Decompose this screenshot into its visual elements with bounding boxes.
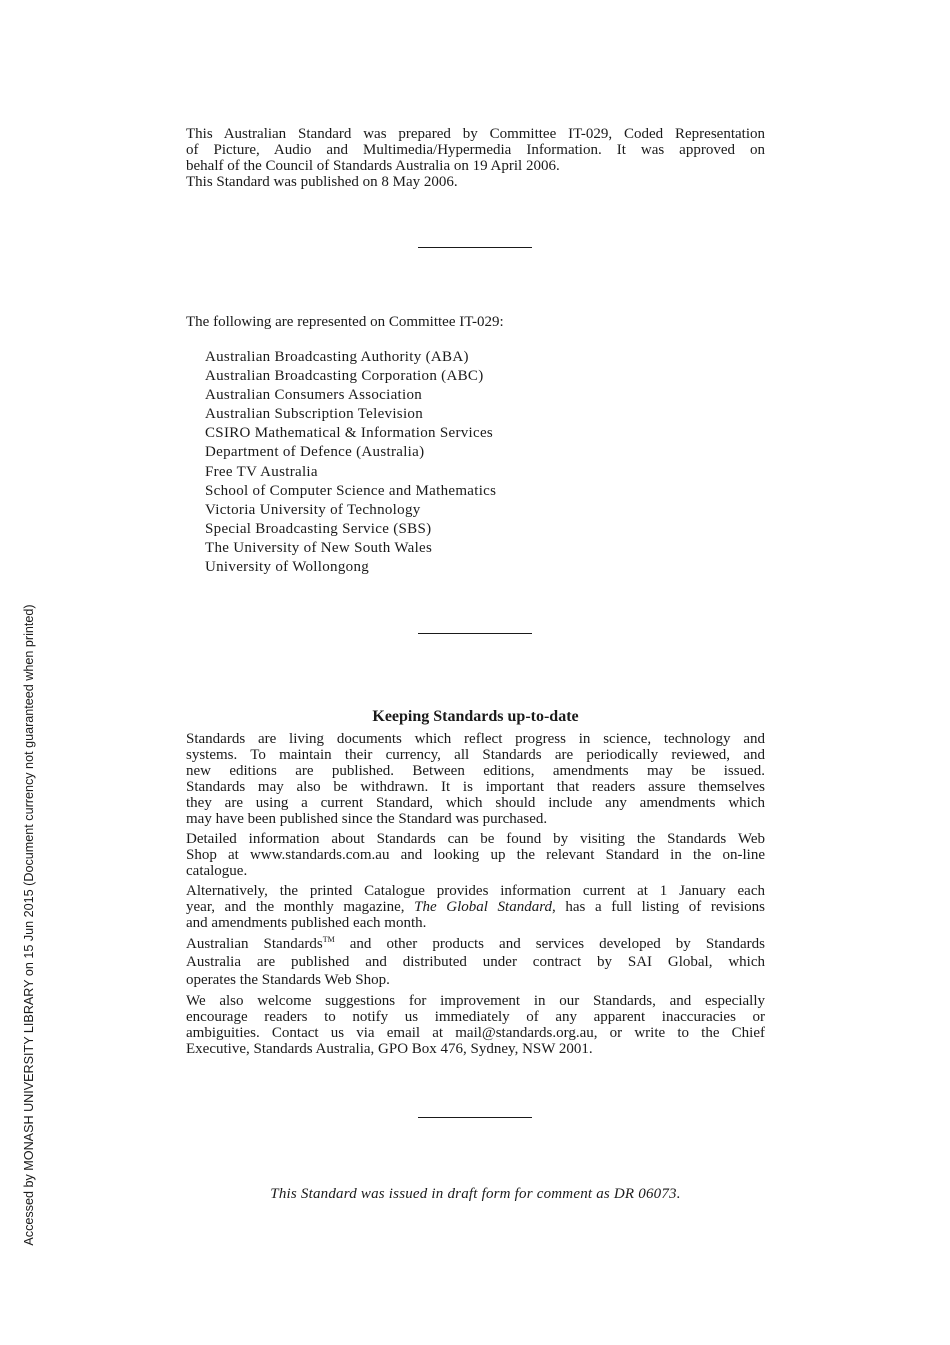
text-line: encourage readers to notify us immediately of any apparent inaccuracies or xyxy=(186,1009,765,1025)
paragraph-catalogue xyxy=(186,883,765,931)
keeping-standards-body xyxy=(186,731,765,1061)
committee-member: Australian Broadcasting Authority (ABA) xyxy=(205,349,469,365)
text-line: may have been published since the Standard was purchased. xyxy=(186,811,548,827)
committee-member: Australian Subscription Television xyxy=(205,406,424,423)
publication-date: This Standard was published on 8 May 2006. xyxy=(186,174,458,190)
committee-member: University of Wollongong xyxy=(205,559,370,576)
preface-line: behalf of the Council of Standards Australia on 19 April 2006. xyxy=(186,158,560,174)
committee-member: Special Broadcasting Service (SBS) xyxy=(205,520,432,537)
text-line: Standards are living documents which reflect progress in science, technology and xyxy=(186,731,765,747)
text-line: Executive, Standards Australia, GPO Box 476, Sydney, NSW 2001. xyxy=(186,1041,593,1057)
text-line: operates the Standards Web Shop. xyxy=(186,972,390,988)
section-divider xyxy=(418,1117,532,1118)
preface-block xyxy=(186,126,765,190)
text-line: systems. To maintain their currency, all Standards are periodically reviewed, and xyxy=(186,747,765,763)
section-heading: Keeping Standards up-to-date xyxy=(372,708,579,725)
trademark-mark: TM xyxy=(322,935,335,944)
committee-member: School of Computer Science and Mathematics xyxy=(205,482,497,499)
paragraph-sai-global xyxy=(186,935,765,989)
committee-member: Free TV Australia xyxy=(205,463,318,480)
committee-member-list xyxy=(205,348,496,577)
text-run: , has a full listing of revisions xyxy=(552,899,765,915)
text-line: and amendments published each month. xyxy=(186,915,427,931)
paragraph-living-documents xyxy=(186,731,765,827)
draft-note: This Standard was issued in draft form for comment as DR 06073. xyxy=(270,1186,681,1202)
committee-member: CSIRO Mathematical & Information Services xyxy=(205,425,494,442)
text-line: ambiguities. Contact us via email at mail@standards.org.au, or write to the Chief xyxy=(186,1025,765,1041)
text-line xyxy=(186,935,765,953)
text-line: new editions are published. Between editions, amendments may be issued. xyxy=(186,763,765,779)
text-line: Shop at www.standards.com.au and looking up the relevant Standard in the on-line xyxy=(186,847,765,863)
text-line: We also welcome suggestions for improvement in our Standards, and especially xyxy=(186,993,765,1009)
text-line: Alternatively, the printed Catalogue provides information current at 1 January each xyxy=(186,883,765,899)
magazine-title: The Global Standard xyxy=(414,899,552,915)
paragraph-web-shop xyxy=(186,831,765,879)
committee-member: The University of New South Wales xyxy=(205,539,433,556)
preface-line: This Australian Standard was prepared by Committee IT-029, Coded Representation xyxy=(186,126,765,142)
preface-line: of Picture, Audio and Multimedia/Hypermedia Information. It was approved on xyxy=(186,142,765,158)
committee-intro: The following are represented on Committee IT-029: xyxy=(186,314,504,330)
text-run: and other products and services developed by Standards xyxy=(334,936,766,952)
section-divider xyxy=(418,633,532,634)
access-watermark-text: Accessed by MONASH UNIVERSITY LIBRARY on 15 Jun 2015 (Document currency not guaranteed when printed) xyxy=(22,604,36,1246)
committee-member: Victoria University of Technology xyxy=(205,501,421,518)
committee-member: Australian Broadcasting Corporation (ABC) xyxy=(205,368,484,385)
text-line: catalogue. xyxy=(186,863,248,879)
text-run: year, and the monthly magazine, xyxy=(186,899,415,915)
text-line: they are using a current Standard, which should include any amendments which xyxy=(186,795,765,811)
paragraph-suggestions xyxy=(186,993,765,1057)
section-divider xyxy=(418,247,532,248)
text-line: Australia are published and distributed under contract by SAI Global, which xyxy=(186,954,765,970)
committee-member: Australian Consumers Association xyxy=(205,387,423,404)
committee-member: Department of Defence (Australia) xyxy=(205,444,425,461)
text-line xyxy=(186,899,765,915)
text-line: Detailed information about Standards can be found by visiting the Standards Web xyxy=(186,831,765,847)
text-line: Standards may also be withdrawn. It is important that readers assure themselves xyxy=(186,779,765,795)
text-run: Australian Standards xyxy=(186,936,323,952)
